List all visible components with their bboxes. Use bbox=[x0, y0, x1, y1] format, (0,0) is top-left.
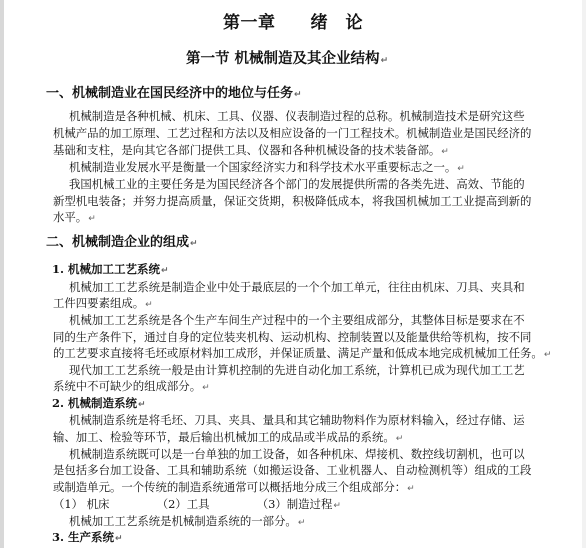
paragraph-8-line-2: 是包括多台加工设备、工具和辅助系统（如搬运设备、工业机器人、自动检测机等）组成的工段 bbox=[53, 463, 532, 477]
paragraph-mark-icon: ↵ bbox=[333, 501, 341, 511]
paragraph-mark-icon: ↵ bbox=[88, 214, 96, 224]
paragraph-3-line-2: 新型机电装备；并努力提高质量，保证交货期，积极降低成本，将我国机械加工工业提高到新的 bbox=[53, 194, 532, 208]
section-title: 第一节 机械制造及其企业结构↵ bbox=[186, 50, 389, 67]
list-row bbox=[53, 497, 341, 513]
paragraph-5-line-3: 的工艺要求直接将毛坯或原材料加工成形，并保证质量、满足产量和低成本地完成机械加工任务。↵ bbox=[53, 346, 552, 360]
paragraph-mark-icon: ↵ bbox=[543, 350, 552, 360]
chapter-title: 第一章 绪 论 bbox=[223, 13, 363, 33]
paragraph-6-line-1: 现代加工工艺系统一般是由计算机控制的先进自动化加工系统，计算机已成为现代加工工艺 bbox=[69, 363, 525, 377]
heading-two: 二、机械制造企业的组成↵ bbox=[46, 235, 198, 250]
list-item-1: （1） 机床 bbox=[53, 497, 110, 511]
paragraph-4-line-1: 机械加工工艺系统是制造企业中处于最底层的一个个加工单元，往往由机床、刀具、夹具和 bbox=[69, 280, 525, 294]
subheading-2: 2. 机械制造系统↵ bbox=[52, 396, 146, 410]
paragraph-6-line-2: 系统中不可缺少的组成部分。↵ bbox=[53, 379, 210, 393]
paragraph-mark-icon: ↵ bbox=[395, 434, 404, 444]
paragraph-mark-icon: ↵ bbox=[297, 518, 306, 528]
heading-one: 一、机械制造业在国民经济中的地位与任务↵ bbox=[46, 86, 302, 101]
paragraph-1-line-1: 机械制造是各种机械、机床、工具、仪器、仪表制造过程的总称。机械制造技术是研究这些 bbox=[69, 109, 525, 123]
left-margin-strip bbox=[0, 0, 4, 548]
subheading-1: 1. 机械加工工艺系统↵ bbox=[52, 262, 169, 276]
subheading-3: 3. 生产系统↵ bbox=[52, 530, 123, 544]
list-item-2: （2）工具 bbox=[156, 497, 210, 511]
paragraph-9-line-1: 机械加工工艺系统是机械制造系统的一部分。↵ bbox=[69, 514, 306, 528]
paragraph-5-line-1: 机械加工工艺系统是各个生产车间生产过程中的一个主要组成部分，其整体目标是要求在不 bbox=[69, 313, 525, 327]
paragraph-4-line-2: 工件四要素组成。↵ bbox=[53, 296, 153, 310]
paragraph-1-line-2: 机械产品的加工原理、工艺过程和方法以及相应设备的一门工程技术。机械制造业是国民经济的 bbox=[53, 126, 532, 140]
paragraph-3-line-3: 水平。↵ bbox=[53, 210, 96, 224]
paragraph-8-line-3: 或制造单元。一个传统的制造系统通常可以概括地分成三个组成部分：↵ bbox=[53, 480, 415, 494]
paragraph-mark-icon: ↵ bbox=[441, 147, 449, 157]
paragraph-1-line-3: 基础和支柱，是向其它各部门提供工具、仪器和各种机械设备的技术装备部。↵ bbox=[53, 143, 449, 157]
paragraph-3-line-1: 我国机械工业的主要任务是为国民经济各个部门的发展提供所需的各类先进、高效、节能的 bbox=[69, 177, 525, 191]
paragraph-mark-icon: ↵ bbox=[294, 90, 302, 100]
paragraph-mark-icon: ↵ bbox=[380, 56, 389, 66]
paragraph-7-line-1: 机械制造系统是将毛坯、刀具、夹具、量具和其它辅助物料作为原材料输入，经过存储、运 bbox=[69, 413, 525, 427]
paragraph-5-line-2: 同的生产条件下，通过自身的定位装夹机构、运动机构、控制装置以及能量供给等机构，按不同 bbox=[53, 330, 532, 344]
paragraph-mark-icon: ↵ bbox=[457, 164, 465, 174]
right-edge-strip bbox=[582, 0, 586, 548]
paragraph-7-line-2: 输、加工、检验等环节，最后输出机械加工的成品或半成品的系统。↵ bbox=[53, 430, 404, 444]
list-item-3: （3）制造过程 bbox=[256, 497, 333, 511]
paragraph-mark-icon: ↵ bbox=[115, 534, 123, 544]
paragraph-mark-icon: ↵ bbox=[138, 400, 146, 410]
paragraph-mark-icon: ↵ bbox=[161, 266, 169, 276]
paragraph-mark-icon: ↵ bbox=[407, 484, 415, 494]
paragraph-2-line-1: 机械制造业发展水平是衡量一个国家经济实力和科学技术水平重要标志之一。↵ bbox=[69, 160, 465, 174]
paragraph-mark-icon: ↵ bbox=[190, 239, 198, 249]
paragraph-mark-icon: ↵ bbox=[145, 300, 153, 310]
paragraph-8-line-1: 机械制造系统既可以是一台单独的加工设备，如各种机床、焊接机、数控线切割机，也可以 bbox=[69, 447, 525, 461]
paragraph-mark-icon: ↵ bbox=[202, 383, 210, 393]
